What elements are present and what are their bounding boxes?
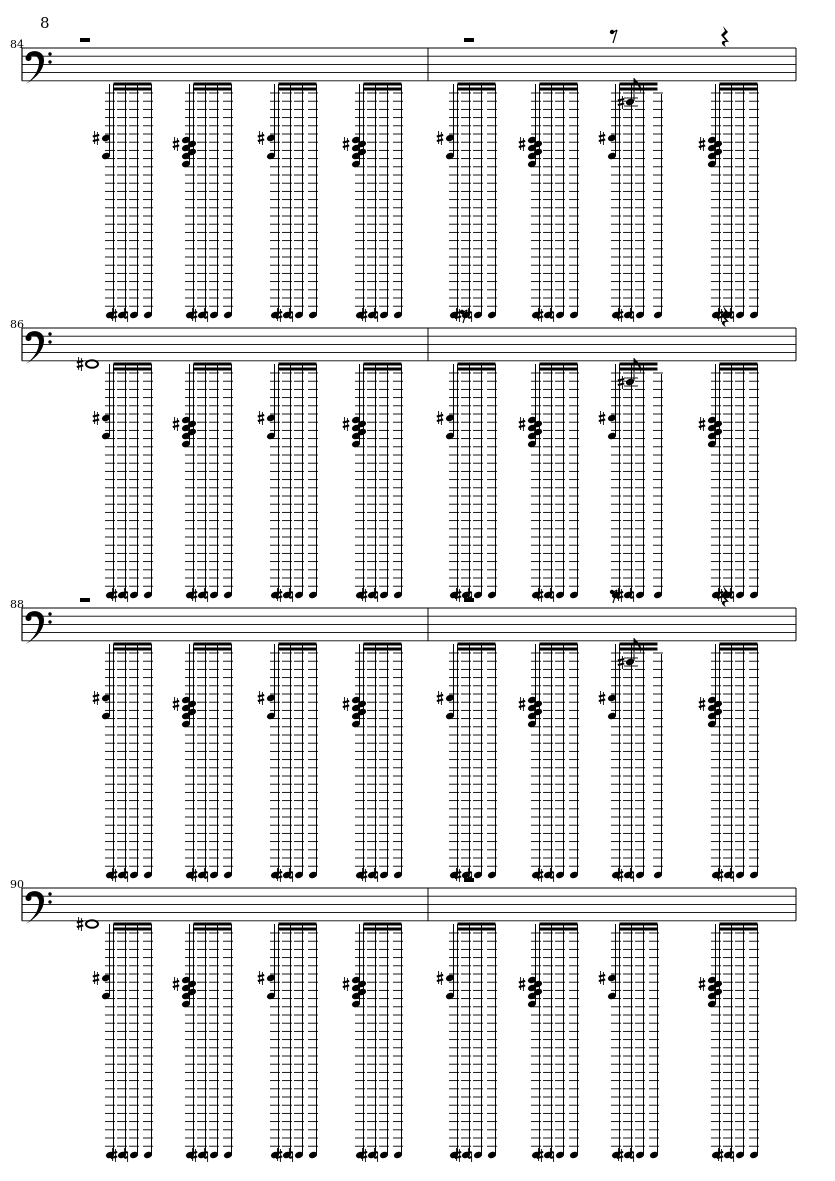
sharp-stroke [258,135,264,137]
natural-stroke [124,1157,127,1158]
sharp-stroke [699,706,705,708]
sharp-stroke [519,421,525,423]
natural-stroke [374,597,377,598]
clef-dot [26,895,32,901]
page-number: 8 [40,14,50,32]
sharp-stroke [343,981,349,983]
sharp-stroke [258,695,264,697]
natural-stroke [204,1152,207,1153]
sharp-icon [258,971,264,985]
beat-group [173,644,233,882]
beat-group [173,84,233,322]
clef-dot [48,340,51,343]
sharp-icon [437,411,443,425]
beat-group [519,924,579,1162]
sharp-stroke [343,426,349,428]
natural-stroke [630,872,633,873]
natural-stroke [468,1152,471,1153]
sharp-stroke [519,141,525,143]
natural-stroke [289,1157,292,1158]
beat-group [437,924,497,1162]
sharp-stroke [599,135,605,137]
sharp-icon [599,971,605,985]
natural-stroke [630,1152,633,1153]
whole-rest-icon [464,38,474,42]
sharp-stroke [343,141,349,143]
sharp-icon [258,411,264,425]
clef-dot [48,612,51,615]
sharp-stroke [258,420,264,422]
sharp-stroke [93,135,99,137]
csharp-whole-note [77,917,98,931]
beat-group [343,84,403,322]
sharp-icon [599,691,605,705]
natural-stroke [730,1157,733,1158]
sharp-icon [599,131,605,145]
natural-stroke [468,592,471,593]
clef-dot [48,620,51,623]
sharp-icon [343,977,349,991]
sharp-stroke [93,975,99,977]
staff-system [22,306,796,602]
sharp-stroke [93,980,99,982]
natural-stroke [289,1152,292,1153]
half-rest-icon [464,878,474,882]
natural-stroke [730,317,733,318]
sharp-stroke [173,141,179,143]
whole-notehead [86,920,98,928]
beat-group [519,364,579,602]
sharp-stroke [437,975,443,977]
natural-stroke [550,877,553,878]
middle-dyad [599,924,617,1000]
middle-dyad [437,644,455,720]
natural-stroke [730,312,733,313]
sharp-icon [173,417,179,431]
natural-stroke [730,597,733,598]
natural-stroke [289,877,292,878]
staff-system [22,26,796,322]
sharp-stroke [699,141,705,143]
measure-number: 84 [10,38,24,51]
beat-group [343,644,403,882]
sharp-stroke [173,421,179,423]
natural-stroke [374,317,377,318]
middle-dyad [93,644,111,720]
measure-number: 88 [10,598,24,611]
natural-stroke [289,592,292,593]
sharp-stroke [437,140,443,142]
sharp-icon [343,137,349,151]
sharp-icon [699,977,705,991]
natural-stroke [204,317,207,318]
whole-notehead [86,360,98,368]
natural-stroke [550,597,553,598]
sharp-stroke [437,980,443,982]
middle-dyad [437,364,455,440]
natural-stroke [374,1157,377,1158]
natural-stroke [124,872,127,873]
beat-group [599,644,663,882]
sharp-stroke [519,146,525,148]
middle-dyad [258,364,276,440]
middle-dyad [93,84,111,160]
sharp-icon [343,417,349,431]
sharp-icon [173,697,179,711]
clef-dot [26,55,32,61]
middle-dyad [258,924,276,1000]
natural-stroke [550,1152,553,1153]
beat-group [173,924,233,1162]
beat-group [599,924,659,1162]
sharp-stroke [599,975,605,977]
sharp-stroke [699,146,705,148]
sharp-stroke [699,701,705,703]
natural-stroke [204,1157,207,1158]
middle-dyad [599,364,617,440]
sharp-stroke [93,695,99,697]
natural-stroke [124,877,127,878]
sharp-stroke [437,700,443,702]
sharp-stroke [437,420,443,422]
natural-stroke [374,592,377,593]
sharp-stroke [618,664,624,666]
natural-stroke [289,312,292,313]
sharp-stroke [77,926,83,928]
sharp-icon [173,977,179,991]
sharp-icon [93,411,99,425]
whole-rest-icon [464,598,474,602]
natural-stroke [204,877,207,878]
sharp-stroke [258,415,264,417]
sharp-stroke [599,695,605,697]
sharp-stroke [699,426,705,428]
middle-dyad [437,84,455,160]
clef-dot [26,335,32,341]
natural-stroke [468,317,471,318]
natural-stroke [204,312,207,313]
sharp-icon [77,357,83,371]
sharp-icon [93,691,99,705]
beat-group [258,84,318,322]
beat-group [93,644,153,882]
sharp-icon [93,131,99,145]
sharp-stroke [618,99,624,101]
sharp-icon [437,971,443,985]
eighth-rest-icon [610,30,617,43]
natural-stroke [374,312,377,313]
sharp-stroke [173,146,179,148]
natural-stroke [124,317,127,318]
sharp-icon [258,131,264,145]
sharp-icon [173,137,179,151]
sharp-stroke [699,421,705,423]
sharp-stroke [343,421,349,423]
sharp-icon [519,977,525,991]
natural-stroke [204,597,207,598]
sharp-icon [519,137,525,151]
natural-stroke [374,877,377,878]
natural-stroke [630,597,633,598]
sharp-icon [77,917,83,931]
sharp-stroke [93,140,99,142]
sharp-stroke [258,980,264,982]
natural-stroke [289,872,292,873]
beat-group [699,84,759,322]
sharp-stroke [599,420,605,422]
natural-stroke [730,877,733,878]
measure-number: 86 [10,318,24,331]
sharp-icon [699,697,705,711]
natural-stroke [630,1157,633,1158]
natural-stroke [630,317,633,318]
beat-group [699,644,759,882]
middle-dyad [93,924,111,1000]
natural-stroke [204,872,207,873]
natural-stroke [550,312,553,313]
natural-stroke [374,872,377,873]
natural-stroke [630,877,633,878]
sharp-stroke [599,415,605,417]
natural-stroke [124,592,127,593]
sharp-stroke [599,980,605,982]
clef-dot [26,615,32,621]
sharp-stroke [437,695,443,697]
beat-group [437,364,497,602]
beat-group [173,364,233,602]
natural-stroke [730,872,733,873]
clef-dot [48,52,51,55]
sharp-icon [258,691,264,705]
natural-stroke [124,597,127,598]
natural-stroke [374,1152,377,1153]
sharp-stroke [618,659,624,661]
sharp-stroke [258,140,264,142]
natural-stroke [289,597,292,598]
beat-group [343,364,403,602]
clef-dot [48,900,51,903]
sharp-icon [437,131,443,145]
natural-stroke [550,592,553,593]
sharp-stroke [618,379,624,381]
natural-stroke [124,312,127,313]
sharp-stroke [93,415,99,417]
beat-group [437,644,497,882]
sharp-stroke [258,975,264,977]
natural-stroke [630,592,633,593]
beat-group [699,924,759,1162]
half-rest-icon [80,598,90,602]
sharp-stroke [343,986,349,988]
beat-group [343,924,403,1162]
natural-stroke [124,1152,127,1153]
sharp-stroke [618,104,624,106]
natural-stroke [550,872,553,873]
sharp-stroke [437,415,443,417]
measure-number: 90 [10,878,24,891]
clef-dot [48,892,51,895]
middle-dyad [437,924,455,1000]
sharp-stroke [519,981,525,983]
beat-group [93,924,153,1162]
middle-dyad [599,644,617,720]
sharp-stroke [258,700,264,702]
sharp-stroke [77,366,83,368]
natural-stroke [289,317,292,318]
sharp-stroke [699,981,705,983]
natural-stroke [730,1152,733,1153]
sharp-stroke [343,706,349,708]
csharp-whole-note [77,357,98,371]
middle-dyad [258,84,276,160]
beat-group [93,364,153,602]
sharp-stroke [519,706,525,708]
beat-group [258,924,318,1162]
middle-dyad [599,84,617,160]
sharp-stroke [343,701,349,703]
beat-group [599,364,663,602]
sharp-stroke [173,426,179,428]
natural-stroke [630,312,633,313]
natural-stroke [550,317,553,318]
sharp-icon [699,417,705,431]
sharp-stroke [93,700,99,702]
sharp-stroke [437,135,443,137]
natural-stroke [730,592,733,593]
sharp-stroke [519,701,525,703]
sharp-icon [519,697,525,711]
clef-dot [48,60,51,63]
sharp-stroke [93,420,99,422]
natural-stroke [550,1157,553,1158]
beat-group [599,84,663,322]
natural-stroke [468,872,471,873]
beat-group [699,364,759,602]
sharp-stroke [173,701,179,703]
sharp-icon [599,411,605,425]
sharp-icon [437,691,443,705]
natural-stroke [204,592,207,593]
sharp-stroke [599,700,605,702]
beat-group [437,84,497,322]
natural-stroke [468,597,471,598]
middle-dyad [93,364,111,440]
sharp-icon [519,417,525,431]
beat-group [519,644,579,882]
beat-group [258,364,318,602]
sharp-stroke [173,981,179,983]
beat-group [519,84,579,322]
beat-group [93,84,153,322]
sharp-stroke [599,140,605,142]
sharp-icon [618,95,624,109]
sharp-icon [699,137,705,151]
middle-dyad [258,644,276,720]
half-rest-icon [80,38,90,42]
sharp-stroke [343,146,349,148]
sharp-icon [618,375,624,389]
natural-stroke [468,877,471,878]
sharp-stroke [173,706,179,708]
staff-system [22,586,796,882]
sharp-stroke [519,986,525,988]
quarter-rest-icon [721,26,729,47]
staff-system [22,878,796,1162]
sharp-icon [343,697,349,711]
sharp-stroke [173,986,179,988]
natural-stroke [468,312,471,313]
sharp-stroke [618,384,624,386]
sharp-icon [618,655,624,669]
clef-dot [48,332,51,335]
sharp-stroke [519,426,525,428]
sharp-stroke [699,986,705,988]
sharp-icon [93,971,99,985]
beat-group [258,644,318,882]
natural-stroke [468,1157,471,1158]
